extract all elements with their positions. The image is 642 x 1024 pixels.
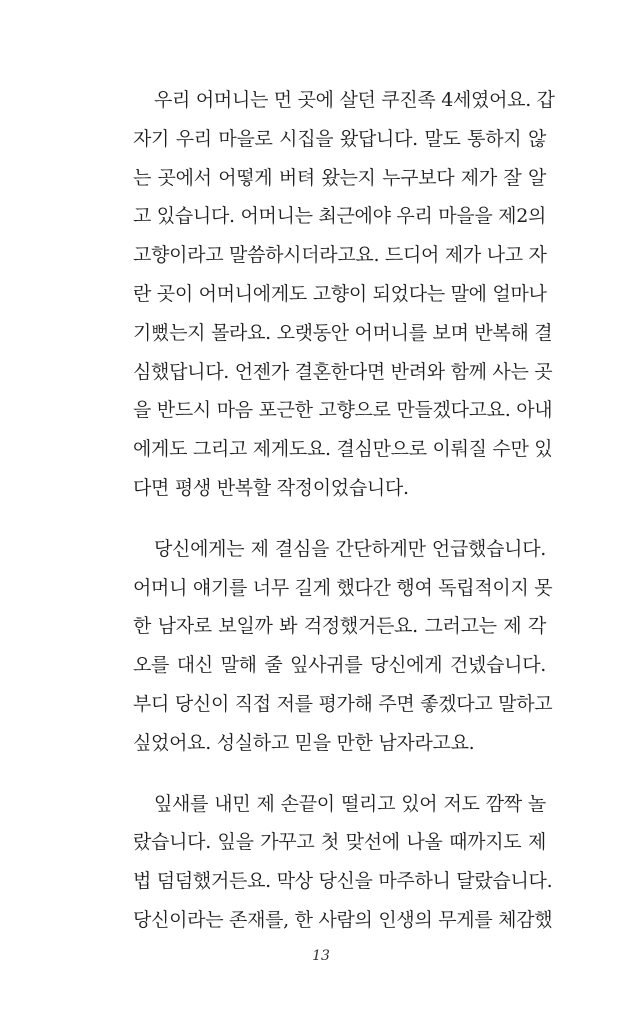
text-line: 당신에게는 제 결심을 간단하게만 언급했습니다. <box>154 537 546 560</box>
text-line: 고향이라고 말씀하시더라고요. 드디어 제가 나고 자 <box>133 244 547 267</box>
text-line: 에게도 그리고 제게도요. 결심만으로 이뤄질 수만 있 <box>133 438 553 461</box>
paragraph-1 <box>133 84 555 511</box>
page-body <box>133 84 555 943</box>
text-line: 랐습니다. 잎을 가꾸고 첫 맞선에 나올 때까지도 제 <box>133 831 546 854</box>
text-line: 당신이라는 존재를, 한 사람의 인생의 무게를 체감했 <box>133 908 553 931</box>
text-line: 란 곳이 어머니에게도 고향이 되었다는 말에 얼마나 <box>133 282 547 305</box>
text-line: 잎새를 내민 제 손끝이 떨리고 있어 저도 깜짝 놀 <box>154 792 546 815</box>
text-line: 다면 평생 반복할 작정이었습니다. <box>133 476 409 499</box>
text-line: 는 곳에서 어떻게 버텨 왔는지 누구보다 제가 잘 알 <box>133 166 546 189</box>
text-line: 을 반드시 마음 포근한 고향으로 만들겠다고요. 아내 <box>133 399 553 422</box>
text-line: 부디 당신이 직접 저를 평가해 주면 좋겠다고 말하고 <box>133 692 553 715</box>
text-line: 한 남자로 보일까 봐 걱정했거든요. 그러고는 제 각 <box>133 615 546 638</box>
text-line: 싶었어요. 성실하고 믿을 만한 남자라고요. <box>133 731 475 754</box>
text-line: 기뻤는지 몰라요. 오랫동안 어머니를 보며 반복해 결 <box>133 321 553 344</box>
paragraph-3 <box>133 788 553 943</box>
text-line: 우리 어머니는 먼 곳에 살던 쿠진족 4세였어요. 갑 <box>154 89 555 111</box>
text-line: 자기 우리 마을로 시집을 왔답니다. 말도 통하지 않 <box>133 127 546 150</box>
text-line: 법 덤덤했거든요. 막상 당신을 마주하니 달랐습니다. <box>133 870 553 893</box>
text-line: 오를 대신 말해 줄 잎사귀를 당신에게 건넸습니다. <box>133 654 546 677</box>
text-line: 심했답니다. 언젠가 결혼한다면 반려와 함께 사는 곳 <box>133 360 553 383</box>
text-line: 고 있습니다. 어머니는 최근에야 우리 마을을 제2의 <box>133 205 547 228</box>
page-number: 13 <box>312 948 330 964</box>
text-line: 어머니 얘기를 너무 길게 했다간 행여 독립적이지 못 <box>133 576 553 599</box>
paragraph-2 <box>133 533 553 766</box>
